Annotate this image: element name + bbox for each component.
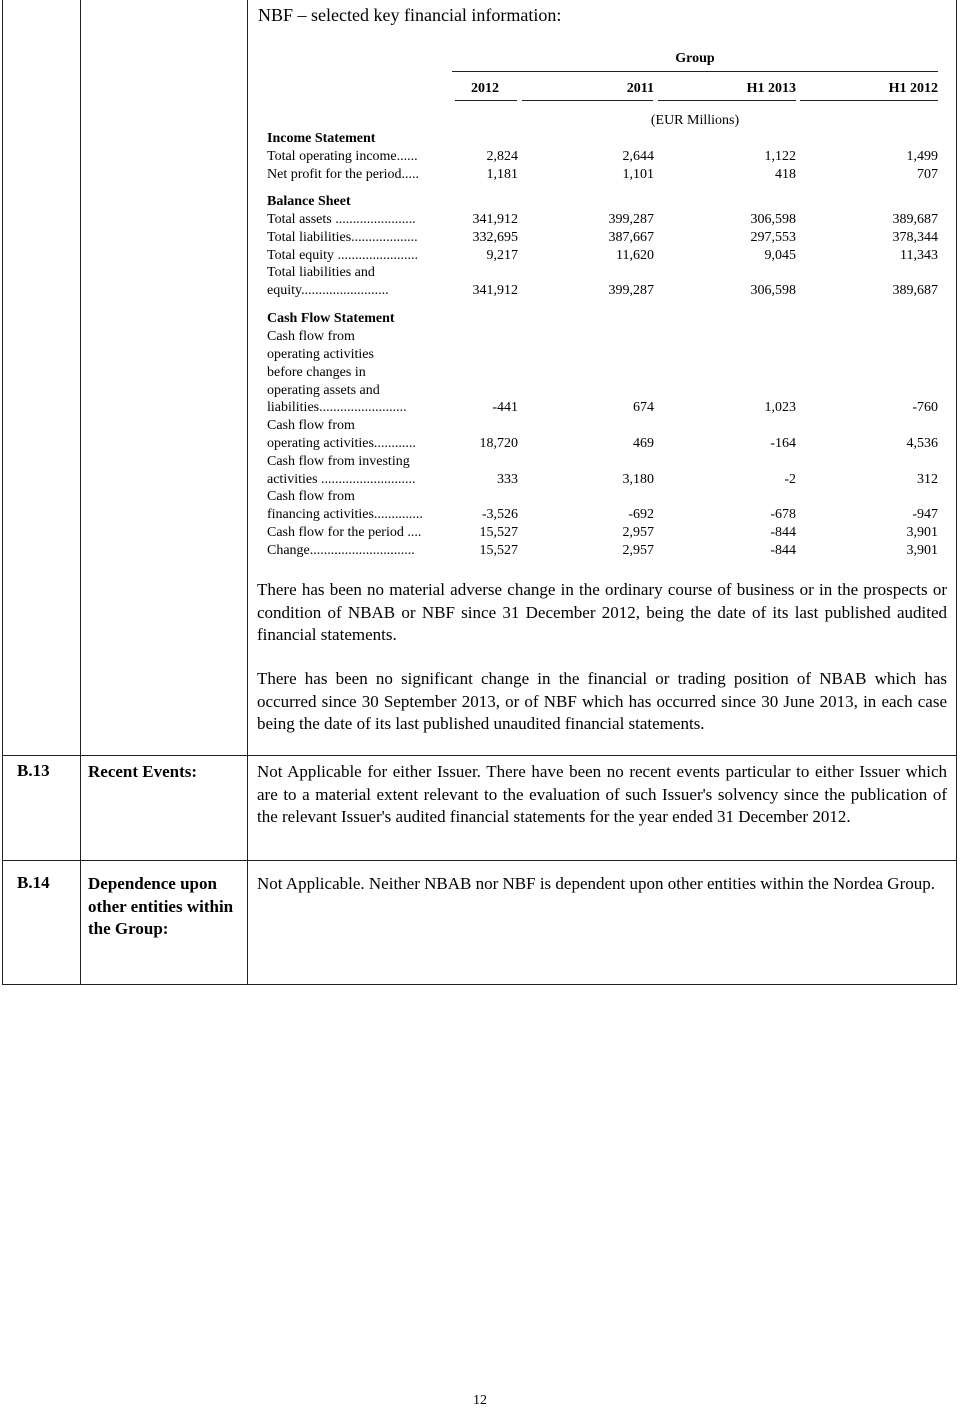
row-label: Cash flow for the period .... — [267, 525, 422, 540]
table-cell: 3,901 — [906, 525, 938, 540]
row-label: Cash flow from — [267, 418, 355, 433]
table-cell: -441 — [492, 400, 518, 415]
table-cell: 333 — [497, 472, 518, 487]
table-cell: -164 — [770, 436, 796, 451]
row-label: Change.............................. — [267, 543, 415, 558]
row-label: Total operating income...... — [267, 149, 418, 164]
section-text-dependence: Not Applicable. Neither NBAB nor NBF is dependent upon other entities within the Nordea Group. — [257, 874, 935, 893]
row-label: Cash flow from — [267, 329, 355, 344]
table-cell: 389,687 — [892, 283, 938, 298]
page-number: 12 — [473, 1393, 487, 1408]
table-cell: -2 — [784, 472, 796, 487]
table-cell: 1,122 — [764, 149, 796, 164]
table-cell: 341,912 — [472, 212, 518, 227]
table-cell: -678 — [770, 507, 796, 522]
table-cell: 3,180 — [622, 472, 654, 487]
row-label: financing activities.............. — [267, 507, 423, 522]
table-cell: 2,824 — [486, 149, 518, 164]
row-label: liabilities......................... — [267, 400, 407, 415]
group-underline — [452, 71, 938, 72]
row-label: before changes in — [267, 365, 366, 380]
table-cell: 674 — [633, 400, 654, 415]
section-heading: NBF – selected key financial information: — [258, 5, 562, 25]
table-cell: 306,598 — [750, 283, 796, 298]
table-cell: -844 — [770, 525, 796, 540]
column-header: 2012 — [471, 81, 499, 96]
table-cell: 399,287 — [608, 283, 654, 298]
row-label: Total assets ....................... — [267, 212, 416, 227]
table-cell: 1,023 — [764, 400, 796, 415]
table-cell: 341,912 — [472, 283, 518, 298]
table-cell: 332,695 — [472, 230, 518, 245]
table-cell: 418 — [775, 167, 796, 182]
table-cell: 11,343 — [900, 248, 938, 263]
table-cell: 9,217 — [486, 248, 518, 263]
section-text-recent-events: Not Applicable for either Issuer. There have been no recent events particular to either Issuer which are to a material extent relevant to the evaluation of such Issuer's solvency since the publication of the relevant Issuer's audited financial statements for the year ended 31 December 2012. — [257, 762, 947, 826]
header-underline — [455, 100, 517, 101]
table-cell: 1,499 — [906, 149, 938, 164]
row-label: operating activities............ — [267, 436, 416, 451]
income-statement-title: Income Statement — [267, 131, 376, 146]
header-underline — [658, 100, 796, 101]
row-label: Net profit for the period..... — [267, 167, 420, 182]
table-cell: 306,598 — [750, 212, 796, 227]
row-label: operating assets and — [267, 383, 380, 398]
table-cell: 1,181 — [486, 167, 518, 182]
table-cell: 15,527 — [479, 543, 518, 558]
header-underline — [800, 100, 938, 101]
header-underline — [522, 100, 653, 101]
table-cell: 2,957 — [622, 543, 654, 558]
cash-flow-title: Cash Flow Statement — [267, 311, 395, 326]
table-cell: -692 — [628, 507, 654, 522]
section-code-b14: B.14 — [17, 873, 50, 892]
row-label: equity......................... — [267, 283, 389, 298]
row-divider-b13 — [2, 755, 957, 756]
table-cell: 387,667 — [608, 230, 654, 245]
row-label: operating activities — [267, 347, 374, 362]
table-cell: 1,101 — [622, 167, 654, 182]
units-label: (EUR Millions) — [650, 113, 740, 128]
table-cell: 11,620 — [616, 248, 654, 263]
table-cell: 2,957 — [622, 525, 654, 540]
section-code-b13: B.13 — [17, 761, 50, 780]
table-cell: 4,536 — [906, 436, 938, 451]
column-header: H1 2013 — [746, 81, 796, 96]
section-title-recent-events: Recent Events: — [88, 762, 198, 781]
table-cell: 399,287 — [608, 212, 654, 227]
table-cell: 297,553 — [750, 230, 796, 245]
balance-sheet-title: Balance Sheet — [267, 194, 351, 209]
table-cell: 389,687 — [892, 212, 938, 227]
section-title-dependence: Dependence upon other entities within the Group: — [88, 874, 234, 938]
table-cell: 3,901 — [906, 543, 938, 558]
row-label: Cash flow from — [267, 489, 355, 504]
paragraph-material-adverse-change: There has been no material adverse change in the ordinary course of business or in the prospects or condition of NBAB or NBF since 31 December 2012, being the date of its last published audited financial statements. — [257, 580, 947, 644]
group-label: Group — [675, 51, 715, 66]
table-cell: -947 — [912, 507, 938, 522]
table-cell: 2,644 — [622, 149, 654, 164]
column-divider-title — [247, 0, 248, 985]
table-cell: 18,720 — [479, 436, 518, 451]
row-label: Total equity ....................... — [267, 248, 419, 263]
row-divider-b14 — [2, 860, 957, 861]
column-header: H1 2012 — [888, 81, 938, 96]
table-cell: 469 — [633, 436, 654, 451]
table-cell: 707 — [917, 167, 938, 182]
column-divider-code — [80, 0, 81, 985]
table-cell: -844 — [770, 543, 796, 558]
table-cell: -3,526 — [481, 507, 518, 522]
table-cell: -760 — [912, 400, 938, 415]
table-cell: 9,045 — [764, 248, 796, 263]
table-cell: 312 — [917, 472, 938, 487]
row-label: Cash flow from investing — [267, 454, 410, 469]
row-label: activities ........................... — [267, 472, 416, 487]
paragraph-significant-change: There has been no significant change in the financial or trading position of NBAB which has occurred since 30 September 2013, or of NBF which has occurred since 30 June 2013, in each case being the date of its last published unaudited financial statements. — [257, 669, 947, 733]
row-label: Total liabilities and — [267, 265, 375, 280]
table-cell: 378,344 — [892, 230, 938, 245]
table-cell: 15,527 — [479, 525, 518, 540]
column-header: 2011 — [626, 81, 654, 96]
row-label: Total liabilities................... — [267, 230, 418, 245]
